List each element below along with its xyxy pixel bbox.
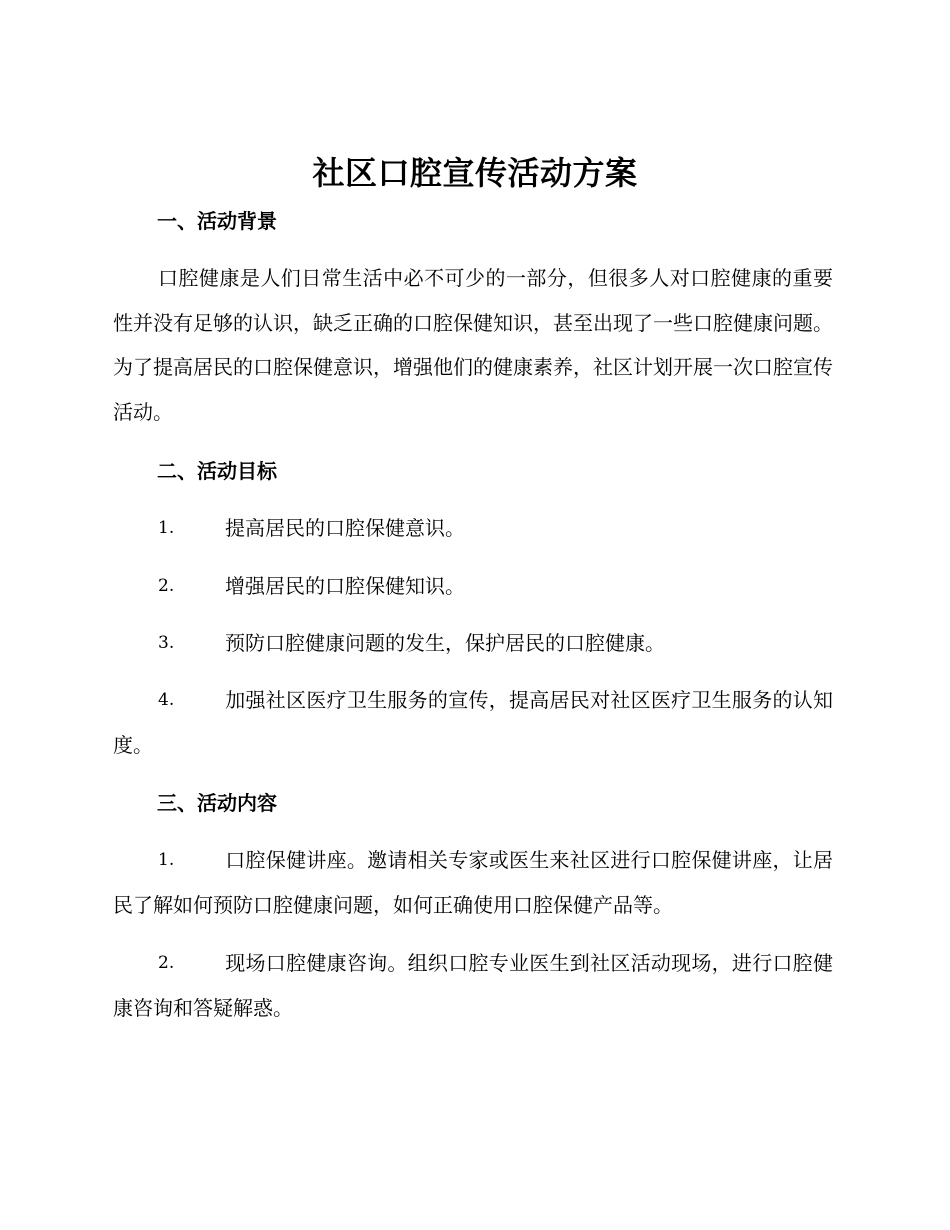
content-item-2	[113, 941, 833, 1030]
document-title: 社区口腔宣传活动方案	[312, 154, 638, 192]
list-item-text: 增强居民的口腔保健知识。	[225, 574, 465, 598]
content-item-1	[113, 838, 833, 927]
section-heading-goals: 二、活动目标	[157, 459, 277, 483]
list-item-text: 加强社区医疗卫生服务的宣传，提高居民对社区医疗卫生服务的认知度。	[113, 688, 833, 757]
list-number: 4.	[158, 690, 175, 710]
list-number: 3.	[158, 633, 175, 653]
list-item-text: 预防口腔健康问题的发生，保护居民的口腔健康。	[225, 631, 665, 655]
list-number: 1.	[158, 518, 175, 538]
list-item-text: 现场口腔健康咨询。组织口腔专业医生到社区活动现场，进行口腔健康咨询和答疑解惑。	[113, 951, 833, 1020]
goal-item-4	[113, 678, 833, 767]
goal-item-3	[113, 621, 833, 666]
section-heading-background: 一、活动背景	[157, 209, 277, 233]
background-paragraph: 口腔健康是人们日常生活中必不可少的一部分，但很多人对口腔健康的重要性并没有足够的认识，缺乏正确的口腔保健知识，甚至出现了一些口腔健康问题。为了提高居民的口腔保健意识，增强他们的健康素养，社区计划开展一次口腔宣传活动。	[113, 266, 833, 424]
list-item-text: 提高居民的口腔保健意识。	[225, 516, 465, 540]
goal-item-1	[113, 506, 833, 551]
list-number: 2.	[158, 953, 175, 973]
section-heading-content: 三、活动内容	[157, 791, 277, 815]
goal-item-2	[113, 564, 833, 609]
list-number: 2.	[158, 576, 175, 596]
list-number: 1.	[158, 850, 175, 870]
list-item-text: 口腔保健讲座。邀请相关专家或医生来社区进行口腔保健讲座，让居民了解如何预防口腔健康问题，如何正确使用口腔保健产品等。	[113, 848, 833, 917]
